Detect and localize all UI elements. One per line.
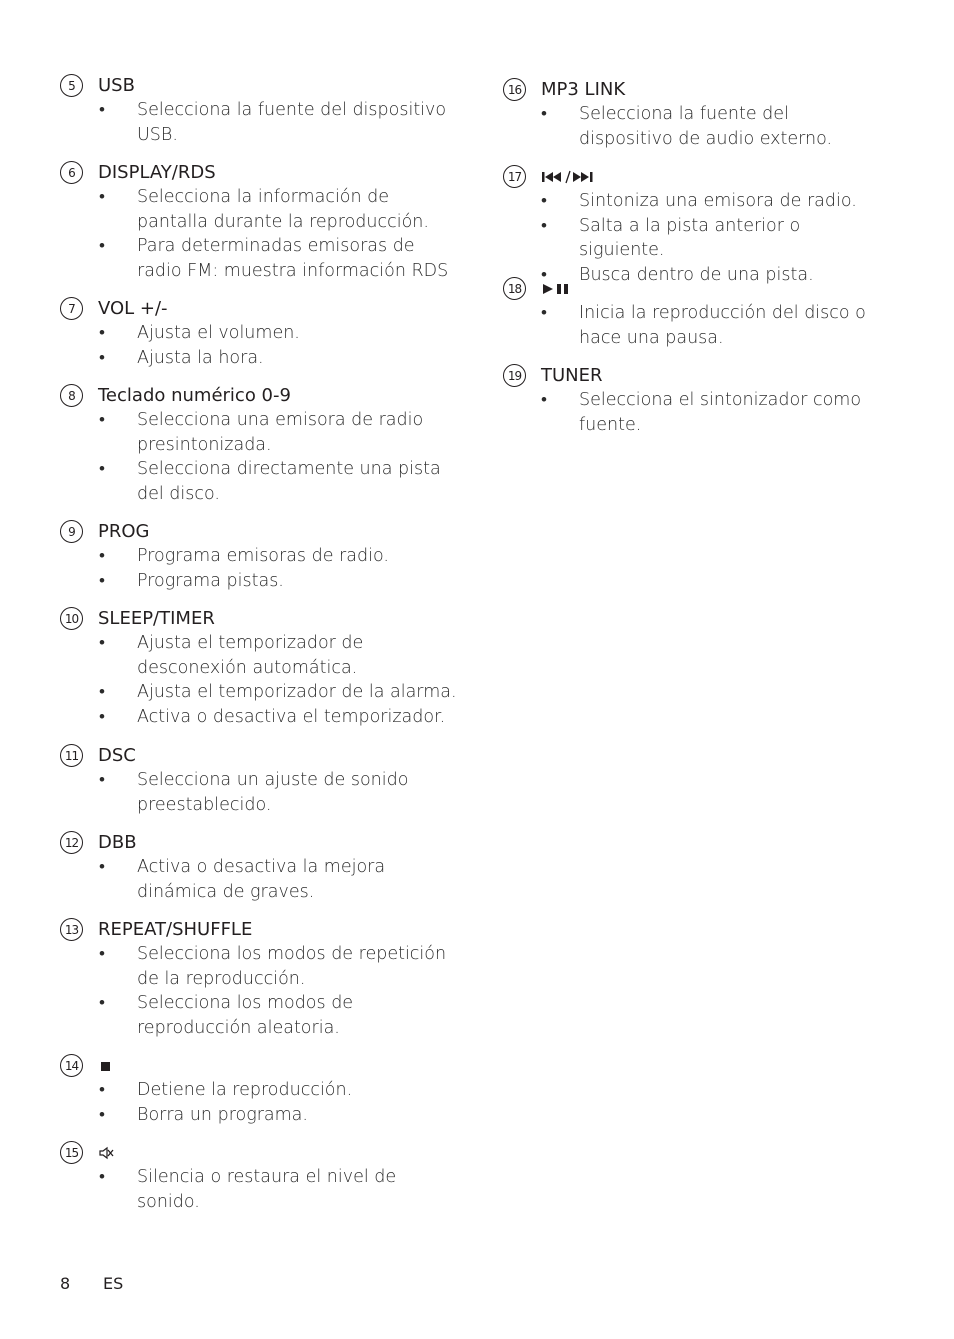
bullet-text: Ajusta el volumen. [137,323,300,343]
bullet-dot-icon: • [99,459,105,480]
bullet-text: Selecciona la información de pantalla durante la reproducción. [137,187,429,232]
bullet-text: Sintoniza una emisora de radio. [579,191,857,211]
bullet-dot-icon: • [99,100,105,120]
item-number-15: 15 [60,1141,83,1164]
bullet-item [99,544,457,569]
bullet-item [99,1165,457,1214]
bullet-text: Busca dentro de una pista. [579,265,814,286]
bullet-dot-icon: • [99,944,105,964]
bullet-dot-icon: • [99,236,105,257]
prev-next-icon [541,169,595,185]
bullet-item [99,991,457,1040]
item-number-16: 16 [503,78,526,101]
item-number-17: 17 [503,165,526,188]
bullet-text: Salta a la pista anterior o siguiente. [579,215,801,261]
bullet-dot-icon: • [99,410,105,430]
bullet-text: Detiene la reproducción. [137,1080,353,1100]
bullet-dot-icon: • [99,323,105,343]
bullet-item [99,321,457,346]
bullet-item [99,680,457,705]
bullet-text: Selecciona el sintonizador como fuente. [579,390,862,435]
item-title: USB [98,75,135,96]
bullet-text: Selecciona los modos de repetición de la reproducción. [137,944,447,989]
bullet-text: Programa pistas. [137,570,284,591]
bullet-dot-icon: • [99,1080,105,1100]
bullet-dot-icon: • [99,770,105,790]
bullet-text: Selecciona los modos de reproducción aleatoria. [137,993,354,1039]
bullet-dot-icon: • [541,303,547,323]
bullet-item [99,1078,457,1103]
bullet-list [99,768,457,817]
bullet-item [99,942,457,991]
bullet-item [541,263,879,288]
bullet-text: Programa emisoras de radio. [137,546,389,566]
item-title: Teclado numérico 0-9 [98,385,291,406]
bullet-text: Borra un programa. [137,1104,308,1125]
bullet-item [541,189,879,214]
bullet-text: Activa o desactiva la mejora dinámica de graves. [137,857,386,902]
mute-icon [98,1145,114,1161]
item-title: VOL +/- [98,298,168,319]
item-title: DISPLAY/RDS [98,162,216,183]
item-number-5: 5 [60,74,83,97]
bullet-dot-icon: • [99,347,105,368]
bullet-item [99,234,457,283]
bullet-list [541,301,879,350]
bullet-dot-icon: • [99,1167,105,1187]
bullet-text: Inicia la reproducción del disco o hace una pausa. [579,303,866,348]
bullet-dot-icon: • [541,104,547,124]
item-title: PROG [98,521,150,542]
item-number-13: 13 [60,918,83,941]
bullet-item [99,705,457,730]
item-title: SLEEP/TIMER [98,608,215,629]
bullet-item [541,102,879,151]
item-number-9: 9 [60,520,83,543]
item-number-19: 19 [503,364,526,387]
bullet-list [99,185,457,284]
bullet-item [99,185,457,234]
item-number-8: 8 [60,384,83,407]
bullet-text: Ajusta la hora. [137,347,264,368]
bullet-text: Activa o desactiva el temporizador. [137,707,446,728]
bullet-list [99,544,457,593]
bullet-dot-icon: • [99,682,105,703]
bullet-item [99,569,457,594]
bullet-dot-icon: • [541,215,547,236]
bullet-text: Silencia o restaura el nivel de sonido. [137,1167,397,1212]
bullet-list [99,855,457,904]
bullet-list [99,1165,457,1214]
bullet-item [99,855,457,904]
bullet-list [99,98,457,147]
item-number-7: 7 [60,297,83,320]
item-number-6: 6 [60,161,83,184]
bullet-dot-icon: • [541,191,547,211]
bullet-dot-icon: • [541,265,547,286]
bullet-list [99,321,457,370]
bullet-text: Selecciona la fuente del dispositivo USB. [137,100,447,145]
bullet-item [99,408,457,457]
bullet-item [541,301,879,350]
bullet-item [99,768,457,817]
bullet-dot-icon: • [99,707,105,728]
bullet-list [541,102,879,151]
bullet-item [99,346,457,371]
page-number: 8 [60,1274,71,1293]
bullet-dot-icon: • [99,570,105,591]
item-title: REPEAT/SHUFFLE [98,919,253,940]
bullet-text: Ajusta el temporizador de la alarma. [137,682,457,703]
bullet-text: Selecciona la fuente del dispositivo de audio externo. [579,104,833,149]
bullet-item [99,631,457,680]
item-title: MP3 LINK [541,79,626,100]
bullet-dot-icon: • [99,633,105,653]
bullet-item [99,98,457,147]
bullet-dot-icon: • [99,857,105,877]
bullet-item [541,214,879,263]
bullet-list [541,189,879,288]
bullet-dot-icon: • [99,546,105,566]
bullet-dot-icon: • [541,390,547,410]
item-title: DBB [98,832,137,853]
play-pause-icon [541,281,573,297]
bullet-item [99,457,457,506]
bullet-list [99,408,457,507]
item-number-12: 12 [60,831,83,854]
language-code: ES [103,1274,124,1293]
bullet-text: Selecciona directamente una pista del disco. [137,459,441,505]
bullet-item [99,1103,457,1128]
bullet-list [99,942,457,1041]
bullet-text: Selecciona una emisora de radio presintonizada. [137,410,424,455]
bullet-list [99,631,457,730]
bullet-list [541,388,879,437]
item-title: TUNER [541,365,603,386]
bullet-text: Selecciona un ajuste de sonido preestablecido. [137,770,409,815]
item-number-14: 14 [60,1054,83,1077]
item-title: DSC [98,745,136,766]
bullet-item [541,388,879,437]
bullet-text: Para determinadas emisoras de radio FM: muestra información RDS [137,236,449,282]
item-number-10: 10 [60,607,83,630]
item-number-18: 18 [503,277,526,300]
stop-icon [98,1058,112,1072]
bullet-text: Ajusta el temporizador de desconexión automática. [137,633,364,678]
bullet-dot-icon: • [99,187,105,207]
bullet-dot-icon: • [99,993,105,1014]
bullet-dot-icon: • [99,1104,105,1125]
item-number-11: 11 [60,744,83,767]
bullet-list [99,1078,457,1127]
